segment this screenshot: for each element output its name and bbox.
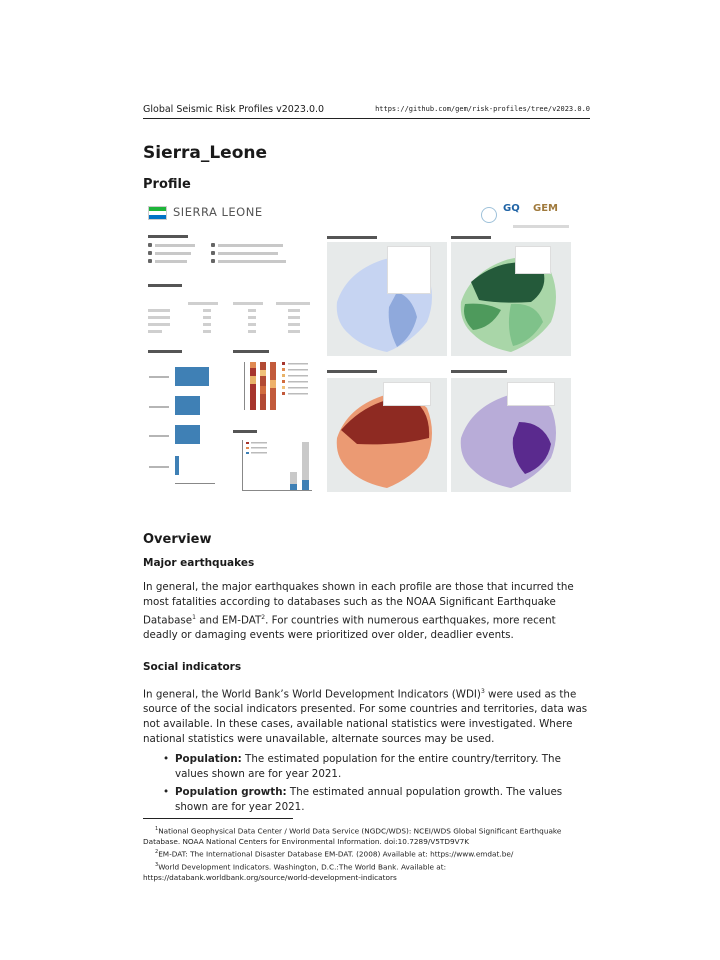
region-bar (175, 367, 209, 386)
social-indicators-paragraph: In general, the World Bank’s World Development Indicators (WDI)$^3$ were used as the source of the social indicators presented. For some countries and territories, data was not available. In these cases, available national statistics were investigated. Where national statistics were unavailable, alternate sources may be used. (143, 688, 588, 746)
region-bar (175, 456, 179, 475)
region-label (149, 466, 169, 468)
gdp-icon (148, 251, 152, 255)
flag-icon (148, 206, 167, 220)
partner-logos (481, 203, 569, 223)
footnotes (143, 824, 588, 884)
footnote-ref[interactable]: 2 (261, 614, 266, 621)
average-annual-fatalities-map (451, 378, 571, 492)
footnote: $^2$EM-DAT: The International Disaster Database EM-DAT. (2008) Available at: https://www.emdat.be/ (155, 849, 514, 859)
indicator-line (155, 244, 195, 247)
gq-logo: GQ (503, 203, 520, 214)
footnote-divider (143, 818, 293, 819)
major-earthquakes-paragraph: In general, the major earthquakes shown in each profile are those that incurred the most fatalities according to databases such as the NOAA Significant Earthquake Database$^1$ and EM-DAT$^2$. For countries with numerous earthquakes, more recent deadly or damaging events were prioritized over older, deadlier events. (143, 581, 574, 642)
indicator-line (155, 252, 191, 255)
running-header (143, 104, 590, 119)
bar-axis (175, 483, 215, 484)
earthquake-hazard-caption (327, 236, 377, 239)
section-heading-overview: Overview (143, 532, 212, 547)
list-item: • Population growth: The estimated annual population growth. The values shown are for year 2021. (163, 785, 588, 815)
average-annual-fatalities-caption (451, 370, 507, 373)
urban-icon (148, 259, 152, 263)
region-bar (175, 396, 200, 415)
loss-by-region-label (148, 350, 182, 353)
map-legend (387, 246, 431, 294)
indicator-bullet-list (163, 752, 588, 818)
gdp-capita-icon (211, 251, 215, 255)
hdi-icon (211, 259, 215, 263)
footnote-ref[interactable]: 1 (192, 614, 196, 621)
region-bar (175, 425, 200, 444)
social-indicators-label (148, 235, 188, 238)
section-heading-profile: Profile (143, 177, 191, 192)
footnote-ref[interactable]: 3 (480, 688, 485, 695)
infographic-version-note (513, 225, 569, 228)
region-label (149, 406, 169, 408)
exposed-value-map (451, 242, 571, 356)
earthquake-hazard-map (327, 242, 447, 356)
indicator-line (218, 252, 278, 255)
loss-curves-chart (236, 436, 316, 496)
exposed-value-caption (451, 236, 491, 239)
map-legend (515, 246, 551, 274)
average-annual-losses-caption (327, 370, 377, 373)
header-title: Global Seismic Risk Profiles v2023.0.0 (143, 104, 325, 115)
indicator-line (218, 244, 283, 247)
building-classes-chart (236, 358, 316, 418)
risk-indicators-label (148, 284, 182, 287)
region-label (149, 435, 169, 437)
risk-profile-infographic (143, 198, 571, 500)
loss-curves-label (233, 430, 257, 433)
gem-logo: GEM (533, 203, 558, 214)
list-item: • Population: The estimated population for the entire country/territory. The values shown are for year 2021. (163, 752, 588, 782)
footnote: $^3$World Development Indicators. Washington, D.C.:The World Bank. Available at: https://databank.worldbank.org/source/world-development-indicators (143, 862, 447, 883)
map-legend (507, 382, 555, 406)
infographic-country-name: SIERRA LEONE (173, 205, 263, 219)
page-title: Sierra_Leone (143, 143, 268, 163)
risk-indicators-table (148, 301, 313, 336)
building-classes-label (233, 350, 269, 353)
growth-icon (211, 243, 215, 247)
indicator-line (218, 260, 286, 263)
logo-circle-icon (481, 207, 497, 223)
header-url[interactable]: https://github.com/gem/risk-profiles/tree/v2023.0.0 (375, 105, 590, 113)
average-annual-losses-map (327, 378, 447, 492)
footnote: $^1$National Geophysical Data Center / World Data Service (NGDC/WDS): NCEI/WDS Global Significant Earthquake Database. NOAA National Centers for Environmental Information. doi:10.7289/V5TD9V7K (143, 826, 562, 846)
subheading-social-indicators: Social indicators (143, 661, 242, 673)
map-legend (383, 382, 431, 406)
indicator-line (155, 260, 187, 263)
population-icon (148, 243, 152, 247)
region-label (149, 376, 169, 378)
subheading-major-earthquakes: Major earthquakes (143, 557, 255, 569)
